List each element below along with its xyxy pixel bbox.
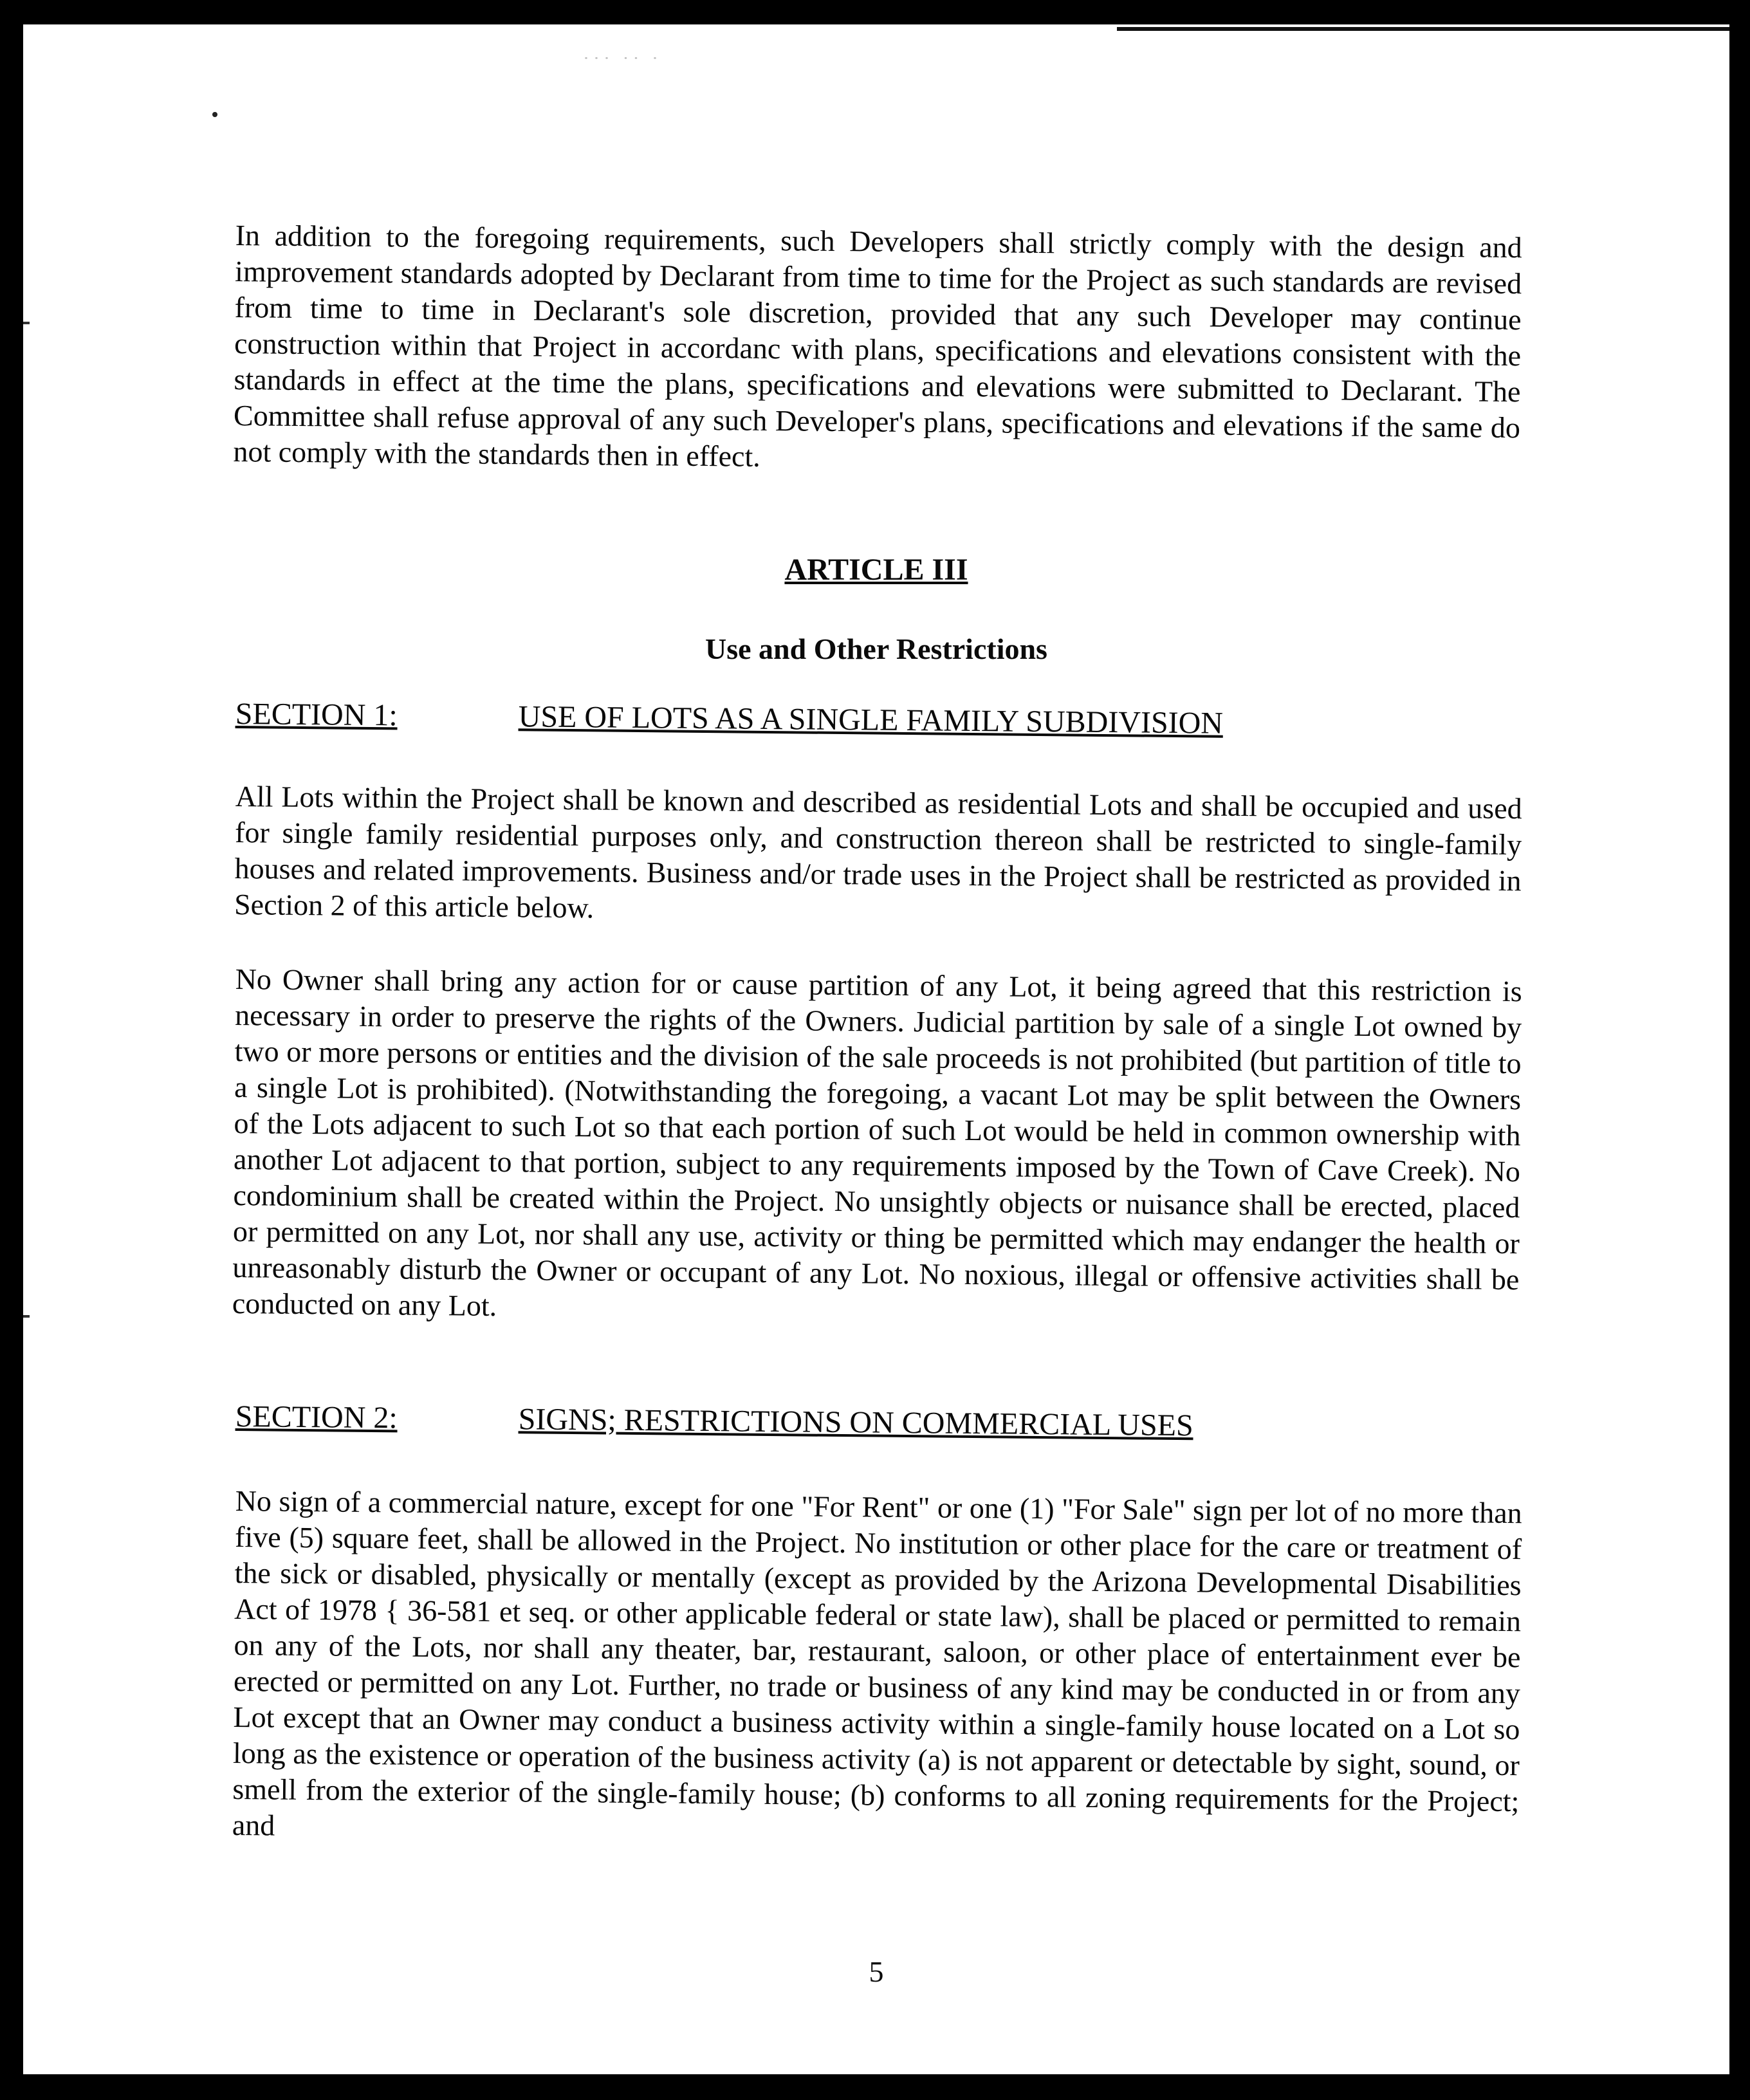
margin-mark <box>23 322 30 324</box>
section-2-number: SECTION 2: <box>235 1399 398 1435</box>
paragraph-developer-standards: In addition to the foregoing requirements, such Developers shall strictly comply with the design and improvement standards adopted by Declarant from time to time for the Project as such standards are revised from time to time in Declarant's sole discretion, provided that any such Developer may continue construction within that Project in accordanc with plans, specifications and elevations consistent with the standards in effect at the time the plans, specifications and elevations were submitted to Declarant. The Committee shall refuse approval of any such Developer's plans, specifications and elevations if the same do not comply with the standards then in effect. <box>233 218 1522 473</box>
section-1-number: SECTION 1: <box>235 697 398 733</box>
article-title: ARTICLE III <box>784 553 968 587</box>
scan-edge-line <box>1117 27 1729 31</box>
margin-mark <box>23 1315 30 1318</box>
scan-mark: ··· ·· · <box>583 51 662 66</box>
article-subtitle: Use and Other Restrictions <box>705 632 1047 665</box>
section-1-title: USE OF LOTS AS A SINGLE FAMILY SUBDIVISION <box>518 699 1224 741</box>
paragraph-residential-use: All Lots within the Project shall be known and described as residential Lots and shall be occupied and used for single family residential purposes only, and construction thereon shall be restricted to single-family houses and related improvements. Business and/or trade uses in the Project shall be restricted as provided in Section 2 of this article below. <box>234 779 1522 925</box>
paragraph-partition: No Owner shall bring any action for or cause partition of any Lot, it being agreed that this restriction is necessary in order to preserve the rights of the Owners. Judicial partition by sale of a single Lot owned by two or more persons or entities and the division of the sale proceeds is not prohibited (but partition of title to a single Lot is prohibited). (Notwithstanding the foregoing, a vacant Lot may be split between the Owners of the Lots adjacent to such Lot so that each portion of such Lot would be held in common ownership with another Lot adjacent to that portion, subject to any requirements imposed by the Town of Cave Creek). No condominium shall be created within the Project. No unsightly objects or nuisance shall be erected, placed or permitted on any Lot, nor shall any use, activity or thing be permitted which may endanger the health or unreasonably disturb the Owner or occupant of any Lot. No noxious, illegal or offensive activities shall be conducted on any Lot. <box>232 962 1522 1322</box>
section-2-title: SIGNS; RESTRICTIONS ON COMMERCIAL USES <box>518 1402 1193 1443</box>
section-1-heading <box>235 696 1522 741</box>
scan-dot <box>212 112 217 117</box>
paragraph-signs-commercial: No sign of a commercial nature, except for one "For Rent" or one (1) "For Sale" sign per lot of no more than five (5) square feet, shall be allowed in the Project. No institution or other place for the care or treatment of the sick or disabled, physically or mentally (except as provided by the Arizona Developmental Disabilities Act of 1978 { 36-581 et seq. or other applicable federal or state law), shall be placed or permitted to remain on any of the Lots, nor shall any theater, bar, restaurant, saloon, or other place of entertainment ever be erected or permitted on any Lot. Further, no trade or business of any kind may be conducted in or from any Lot except that an Owner may conduct a business activity within a single-family house located on a Lot so long as the existence or operation of the business activity (a) is not apparent or detectable by sight, sound, or smell from the exterior of the single-family house; (b) conforms to all zoning requirements for the Project; and <box>232 1484 1522 1842</box>
page-number: 5 <box>869 1955 884 1988</box>
section-2-heading <box>235 1399 1522 1443</box>
document-page <box>23 24 1729 2074</box>
